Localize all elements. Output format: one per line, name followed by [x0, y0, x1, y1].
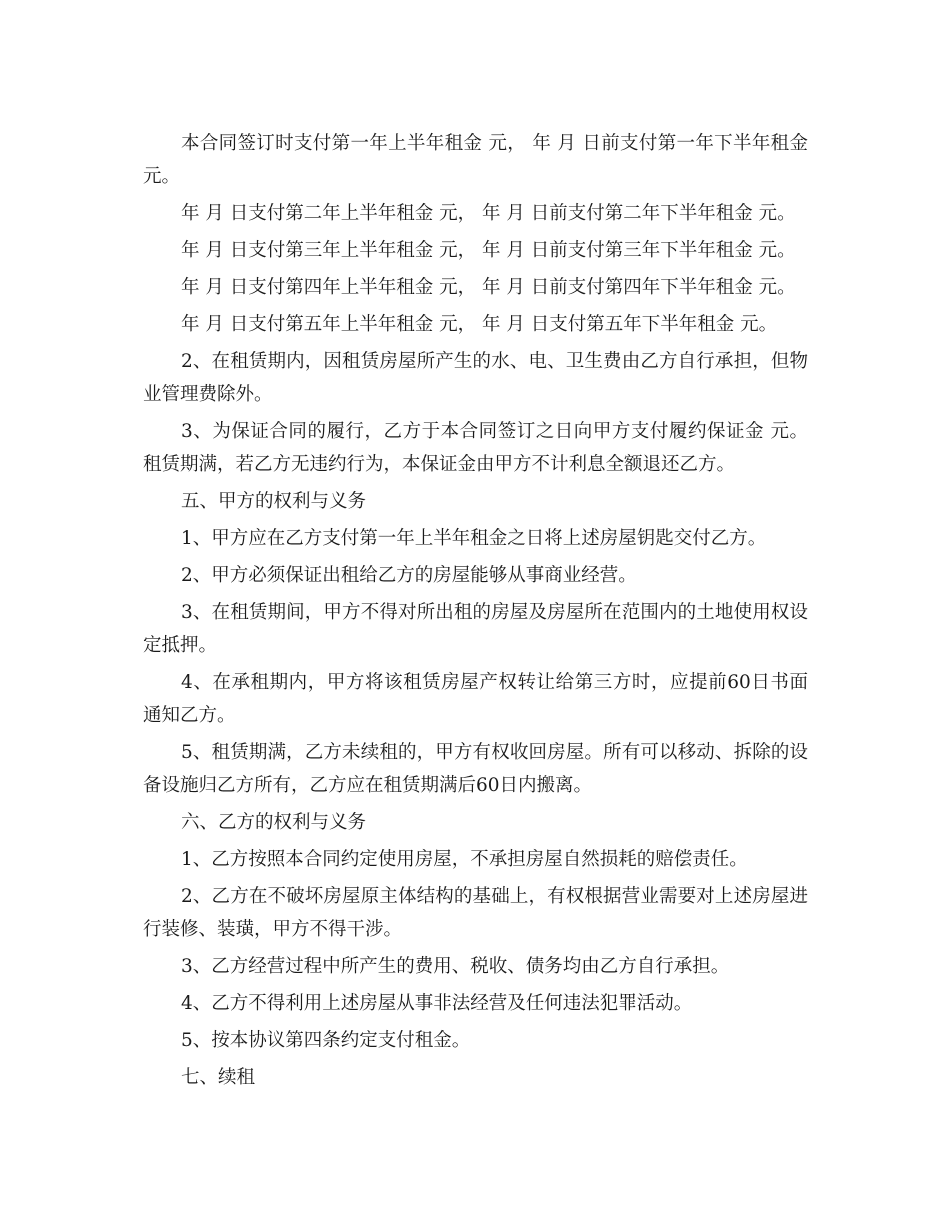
paragraph-clause-5-3: 3、在租赁期间，甲方不得对所出租的房屋及房屋所在范围内的土地使用权设定抵押。 [143, 602, 808, 656]
document-body [143, 127, 808, 1098]
paragraph-clause-6-3: 3、乙方经营过程中所产生的费用、税收、债务均由乙方自行承担。 [181, 956, 730, 977]
section-heading-renewal: 七、续租 [181, 1067, 256, 1088]
paragraph-clause-5-2: 2、甲方必须保证出租给乙方的房屋能够从事商业经营。 [181, 565, 637, 586]
paragraph-clause-6-4: 4、乙方不得利用上述房屋从事非法经营及任何违法犯罪活动。 [181, 993, 693, 1014]
paragraph-clause-6-1: 1、乙方按照本合同约定使用房屋，不承担房屋自然损耗的赔偿责任。 [181, 849, 748, 870]
paragraph-clause-6-2: 2、乙方在不破坏房屋原主体结构的基础上，有权根据营业需要对上述房屋进行装修、装璜，甲方不得干涉。 [143, 886, 808, 940]
paragraph-payment-year2: 年 月 日支付第二年上半年租金 元， 年 月 日前支付第二年下半年租金 元。 [181, 203, 796, 224]
paragraph-payment-year5: 年 月 日支付第五年上半年租金 元， 年 月 日支付第五年下半年租金 元。 [181, 314, 778, 335]
paragraph-clause-4-2: 2、在租赁期内，因租赁房屋所产生的水、电、卫生费由乙方自行承担，但物业管理费除外。 [143, 351, 808, 405]
paragraph-clause-5-1: 1、甲方应在乙方支付第一年上半年租金之日将上述房屋钥匙交付乙方。 [181, 528, 767, 549]
paragraph-clause-6-5: 5、按本协议第四条约定支付租金。 [181, 1030, 471, 1051]
paragraph-payment-year4: 年 月 日支付第四年上半年租金 元， 年 月 日前支付第四年下半年租金 元。 [181, 277, 796, 298]
paragraph-payment-year3: 年 月 日支付第三年上半年租金 元， 年 月 日前支付第三年下半年租金 元。 [181, 240, 796, 261]
paragraph-clause-4-3: 3、为保证合同的履行，乙方于本合同签订之日向甲方支付履约保证金 元。租赁期满，若乙方无违约行为，本保证金由甲方不计利息全额退还乙方。 [143, 421, 808, 475]
section-heading-lessee-rights: 六、乙方的权利与义务 [181, 812, 367, 833]
section-heading-lessor-rights: 五、甲方的权利与义务 [181, 491, 367, 512]
paragraph-payment-year1: 本合同签订时支付第一年上半年租金 元， 年 月 日前支付第一年下半年租金 元。 [143, 133, 808, 187]
paragraph-clause-5-5: 5、租赁期满，乙方未续租的，甲方有权收回房屋。所有可以移动、拆除的设备设施归乙方所有，乙方应在租赁期满后60日内搬离。 [143, 742, 808, 796]
paragraph-clause-5-4: 4、在承租期内，甲方将该租赁房屋产权转让给第三方时，应提前60日书面通知乙方。 [143, 672, 808, 726]
